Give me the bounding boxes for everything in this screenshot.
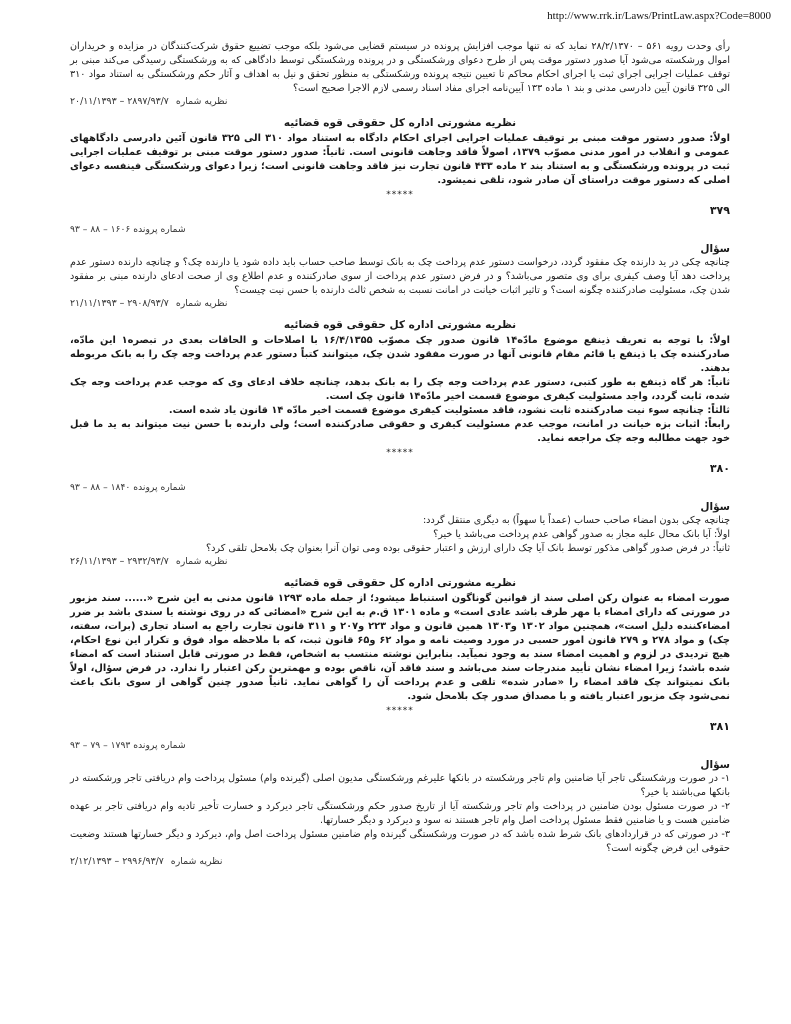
file-number: شماره پرونده ۱۸۴۰ – ۸۸ – ۹۳ — [70, 482, 186, 493]
opinion-reference-label: نظریه شماره — [170, 856, 223, 867]
question-text: ۱- در صورت ورشکستگی تاجر آیا ضامنین وام تاجر ورشکسته در بانکها علیرغم ورشکستگی مدیون اصلی (گیرنده وام) مسئول پرداخت وام دریافتی تاجر ورشکسته در بانکها می‌باشند یا خیر؟ — [70, 773, 730, 798]
answer-heading: نظریه مشورتی اداره کل حقوقی قوه قضائیه — [283, 117, 517, 129]
question-number: ۳۸۰ — [709, 462, 730, 475]
page-url: http://www.rrk.ir/Laws/PrintLaw.aspx?Code=8000 — [547, 10, 771, 22]
question-text: ۲- در صورت مسئول بودن ضامنین در پرداخت وام تاجر ورشکسته آیا از تاریخ صدور حکم ورشکستگی تاجر دیرکرد و خسارت تأخیر تادیه وام دریافتی تاجر بر عهده ضامنین هست و یا ضامنین فقط مسئول پرداخت اصل وام تاجر هستند نه سود و دیرکرد و دیگر خسارتها. — [70, 801, 730, 826]
answer-paragraph: صورت امضاء به عنوان رکن اصلی سند از قوانین گوناگون استنباط میشود؛ از جمله ماده ۱۲۹۳ قانون مدنی به این شرح «...... سند مزبور در صورتی که دارای امضاء یا مهر طرف باشد عادی است» و ماده ۱۳۰۱ ق.م به این شرح «امضائی که در روی نوشته یا سندی باشد بر ضرر امضاءکننده دلیل است»، همچنین مواد ۱۳۰۲ و۱۳۰۳ همین قانون و مواد ۲۲۳ و۲۰۷ و ۳۱۱ قانون تجارت راجع به اسناد تجاری (برات، سفته، چک) و مواد ۲۷۸ و ۲۷۹ قانون امور حسبی در مورد وصیت نامه و مواد ۶۲ و۶۵ قانون ثبت، که با ملاحظه مواد فوق و تکرار این نوع احکام، هیچ تردیدی در لزوم و اهمیت امضاء سند به وجود نمیآید. بنابراین نوشته منتسب به اشخاص، فقط در صورتی قابل استناد است که امضاء شده باشد؛ زیرا امضاء نشان تأیید مندرجات سند می‌باشد و سند فاقد آن، ناقص بوده و مهمترین رکن اعتبار را ندارد. در فرض سؤال، اولاً بانک نمیتواند چک فاقد امضاء را «صادر شده» تلقی و عدم پرداخت آن را گواهی نماید. ثانیاً صدور چنین گواهی از سوی بانک باعث نمی‌شود چک مزبور اعتبار یافته و با مصداق صدور چک بلامحل شود. — [70, 593, 730, 702]
question-label: سؤال — [700, 243, 730, 255]
opinion-reference-value: ۲۹۰۸/۹۳/۷ – ۲۱/۱۱/۱۳۹۳ — [70, 298, 169, 309]
separator-stars: ***** — [386, 190, 414, 200]
opinion-reference-label: نظریه شماره — [175, 556, 228, 567]
document-body — [70, 40, 730, 874]
answer-paragraph: ثالثاً: چنانچه سوء نیت صادرکننده ثابت نشود، فاقد مسئولیت کیفری موضوع قسمت اخیر مادّه ۱۴ قانون یاد شده است. — [168, 405, 730, 416]
answer-heading: نظریه مشورتی اداره کل حقوقی قوه قضائیه — [283, 577, 517, 589]
file-number: شماره پرونده ۱۷۹۳ – ۷۹ – ۹۳ — [70, 740, 186, 751]
separator-stars: ***** — [386, 706, 414, 716]
file-number: شماره پرونده ۱۶۰۶ – ۸۸ – ۹۳ — [70, 224, 186, 235]
question-label: سؤال — [700, 759, 730, 771]
question-header-380 — [70, 462, 730, 475]
question-text: چنانچه چکی بدون امضاء صاحب حساب (عمداً یا سهواً) به دیگری منتقل گردد: — [422, 515, 730, 526]
question-text: اولاً: آیا بانک محال علیه مجاز به صدور گواهی عدم پرداخت می‌باشد یا خیر؟ — [433, 529, 730, 540]
question-number: ۳۸۱ — [709, 720, 730, 733]
opinion-reference — [70, 96, 730, 108]
opinion-reference — [70, 856, 730, 868]
question-text: ۳- در صورتی که در قراردادهای بانک شرط شده باشد که در صورت ورشکستگی گیرنده وام ضامنین مسئول پرداخت اصل وام، دیرکرد و دیگر خسارتها هستند وضعیت حقوقی این فرض چگونه است؟ — [70, 829, 730, 854]
opinion-reference-value: ۲۹۹۶/۹۳/۷ – ۲/۱۲/۱۳۹۳ — [70, 856, 164, 867]
opinion-reference — [70, 556, 730, 568]
file-number-row — [70, 475, 730, 494]
answer-paragraph: ثانیاً: هر گاه ذینفع به طور کتبی، دستور عدم پرداخت وجه چک را به بانک بدهد، چنانچه خلاف ادعای وی که موجب عدم پرداخت وجه چک شده، ثابت گردد، واجد مسئولیت کیفری موضوع قسمت اخیر مادّه۱۴ قانون چک است. — [70, 377, 730, 402]
opinion-reference-value: ۲۸۹۷/۹۳/۷ – ۲۰/۱۱/۱۳۹۳ — [70, 96, 169, 107]
opinion-reference-value: ۲۹۳۲/۹۳/۷ – ۲۶/۱۱/۱۳۹۳ — [70, 556, 169, 567]
question-header-379 — [70, 204, 730, 217]
question-header-381 — [70, 720, 730, 733]
opinion-reference — [70, 298, 730, 310]
intro-paragraph: رأی وحدت رویه ۵۶۱ – ۲۸/۲/۱۳۷۰ نماید که نه تنها موجب افزایش پرونده در سیستم قضایی می‌شود بلکه موجب تضییع حقوق شرکت‌کنندگان در مزایده و خریداران اموال ورشکسته می‌شود آیا صدور دستور موقت پس از طرح دعوای ورشکستگی و در پرونده ورشکستگی توسط دادگاهی که به ورشکستگی رسیدگی می‌کند مبنی بر توقف عملیات اجرایی اجرای ثبت یا اجرای احکام محاکم تا تعیین نتیجه پرونده ورشکستگی به منظور تحقق و نیل به اهداف و آثار حکم ورشکستگی به استناد مواد ۳۱۰ الی ۳۲۵ قانون آیین دادرسی مدنی و بند ۱ ماده ۱۳۳ آیین‌نامه اجرای مفاد اسناد رسمی لازم الاجرا صحیح است؟ — [70, 41, 730, 94]
question-number: ۳۷۹ — [709, 204, 730, 217]
answer-heading: نظریه مشورتی اداره کل حقوقی قوه قضائیه — [283, 319, 517, 331]
answer-paragraph: اولاً: با توجه به تعریف ذینفع موضوع مادّه۱۴ قانون صدور چک مصوّب ۱۶/۴/۱۳۵۵ با اصلاحات و الحاقات بعدی در تبصره۱ این مادّه، صادرکننده چک یا ذینفع یا قائم مقام قانونی آنها در صورت مفقود شدن چک، میتوانند کتباً دستور عدم پرداخت وجه چک را به بانک مربوطه بدهند. — [70, 335, 731, 374]
separator-stars: ***** — [386, 448, 414, 458]
question-text: ثانیاً: در فرض صدور گواهی مذکور توسط بانک آیا چک دارای ارزش و اعتبار حقوقی بوده ومی توان آنرا بعنوان چک بلامحل تلقی کرد؟ — [206, 543, 730, 554]
opinion-reference-label: نظریه شماره — [175, 298, 228, 309]
file-number-row — [70, 217, 730, 236]
question-label: سؤال — [700, 501, 730, 513]
opinion-reference-label: نظریه شماره — [175, 96, 228, 107]
question-text: چنانچه چکی در ید دارنده چک مفقود گردد، درخواست دستور عدم پرداخت چک به بانک توسط صاحب حساب باید داده شود یا دارنده چک؟ و چنانچه دارنده دستور عدم پرداخت دهد آیا وصف کیفری برای وی متصور می‌باشد؟ و در فرض دستور عدم پرداخت از سوی صادرکننده و عدم اطلاع وی از صحت ادعای دارنده مبنی بر مفقود شدن چک، مسئولیت صادرکننده چگونه است؟ و تاثیر اثبات خیانت در امانت نسبت به شخص ثالث دارنده با حسن نیت چیست؟ — [70, 257, 730, 296]
answer-paragraph: رابعاً: اثبات بزه خیانت در امانت، موجب عدم مسئولیت کیفری و حقوقی صادرکننده است؛ ولی دارنده با حسن نیت میتواند به ید ما قبل خود جهت مطالبه وجه چک مراجعه نماید. — [70, 419, 730, 444]
answer-paragraph: اولاً: صدور دستور موقت مبنی بر توقیف عملیات اجرایی اجرای احکام دادگاه به استناد مواد ۳۱۰ الی ۳۲۵ قانون آئین دادرسی دادگاههای عمومی و انقلاب در امور مدنی مصوّب ۱۳۷۹، اصولاً فاقد وجاهت قانونی است. ثانیاً: صدور دستور موقت مبنی بر توقیف عملیات اجرایی ثبت در پرونده ورشکستگی و به استناد بند ۲ ماده ۴۳۳ قانون تجارت نیز فاقد وجاهت قانونی است؛ زیرا دعوای ورشکستگی فینفسه دعوای اصلی که دستور موقت دراستای آن صادر شود، تلقی نمیشود. — [70, 133, 730, 186]
file-number-row — [70, 733, 730, 752]
